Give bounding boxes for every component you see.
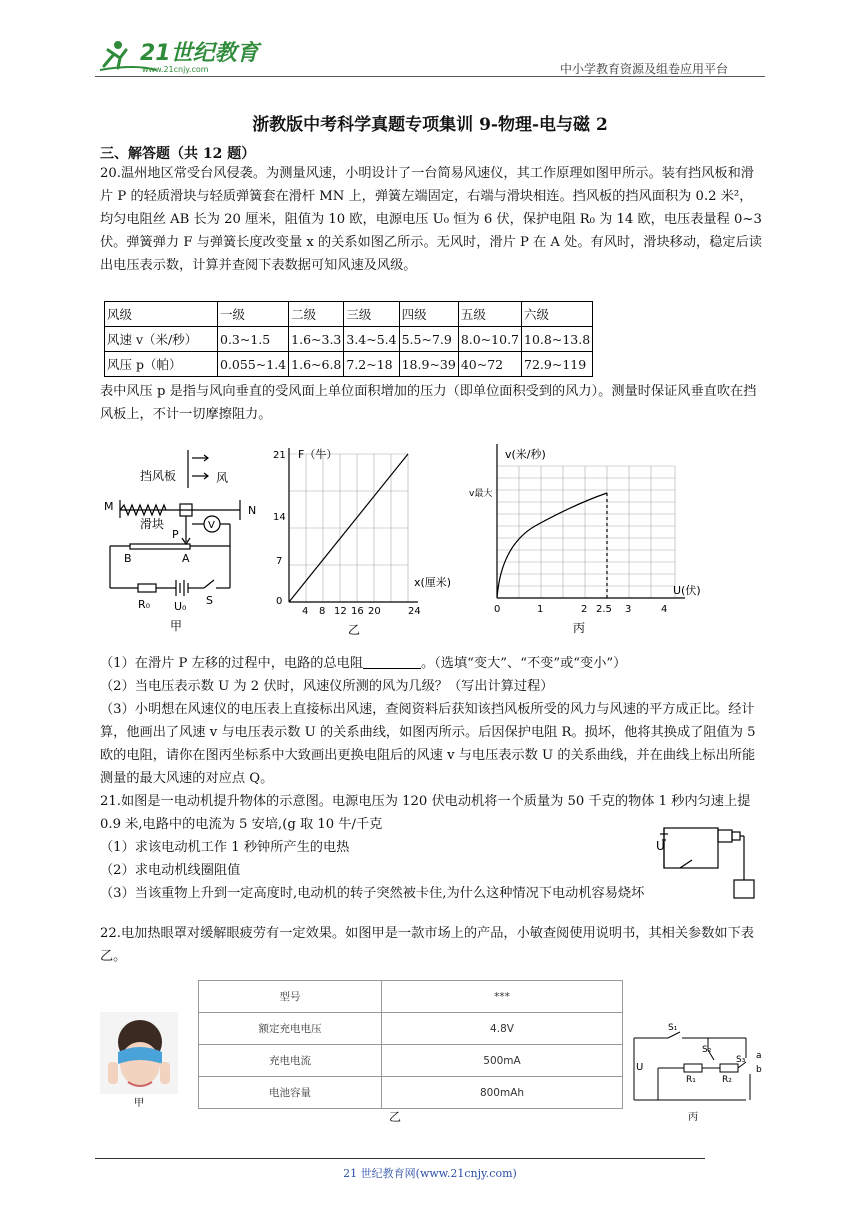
yi-xtick: 8 — [319, 606, 326, 617]
bing-xlabel: U(伏) — [673, 584, 701, 597]
table-cell: 0.055~1.4 — [218, 352, 289, 377]
table-cell: 六级 — [522, 302, 593, 327]
table-row — [199, 981, 623, 1013]
table-cell: 四级 — [399, 302, 458, 327]
q20-sub1-b: 。（选填“变大”、“不变”或“变小”） — [421, 656, 627, 671]
caption-yi: 乙 — [348, 623, 361, 637]
table-cell: 风压 p（帕） — [105, 352, 218, 377]
figure-yi-graph — [268, 444, 468, 639]
yi-xlabel: x(厘米) — [414, 576, 452, 589]
q20-sub3: （3）小明想在风速仪的电压表上直接标出风速，查阅资料后获知该挡风板所受的风力与风速的平方成正比。经计算，他画出了风速 v 与电压表示数 U 的关系曲线，如图丙所示。后因保护电阻 R。损坏，他将其换成了阻值为 5 欧的电阻，请你在图丙坐标系中大致画出更换电阻后的风速 v 与电压表示数 U 的关系曲线，并在曲线上标出所能测量的最大风速的对应点 Q。 — [100, 702, 756, 786]
label-m: M — [104, 500, 114, 513]
label-b: B — [124, 552, 132, 565]
table-row — [105, 302, 593, 327]
page-title: 浙教版中考科学真题专项集训 9-物理-电与磁 2 — [252, 115, 608, 135]
label-s2: S₂ — [702, 1045, 712, 1055]
q20-sub1 — [100, 652, 765, 675]
q22-stem: 22.电加热眼罩对缓解眼疲劳有一定效果。如图甲是一款市场上的产品，小敏查阅使用说明书，其相关参数如下表乙。 — [100, 926, 754, 964]
yi-xtick: 12 — [334, 606, 347, 617]
wind-table — [104, 301, 593, 377]
logo-url: www.21cnjy.com — [142, 65, 209, 74]
bing-ylabel: v(米/秒) — [505, 448, 546, 461]
label-u0: U₀ — [174, 600, 187, 613]
label-r0: R₀ — [138, 598, 151, 611]
yi-ytick: 0 — [276, 596, 283, 607]
yi-xtick: 16 — [351, 606, 364, 617]
figure-motor — [650, 820, 760, 900]
caption-bing: 丙 — [573, 621, 586, 635]
table-row — [105, 352, 593, 377]
table-cell: 五级 — [458, 302, 521, 327]
figure-eyemask-circuit — [628, 1018, 768, 1128]
label-r1: R₁ — [686, 1075, 696, 1085]
table-row — [199, 1013, 623, 1045]
bing-xtick: 2.5 — [596, 604, 612, 615]
table-cell: 7.2~18 — [344, 352, 399, 377]
q21-sub1: （1）求该电动机工作 1 秒钟所产生的电热 — [100, 840, 350, 855]
table-cell: 0.3~1.5 — [218, 327, 289, 352]
label-board: 挡风板 — [140, 469, 177, 483]
yi-ylabel: F（牛） — [298, 448, 338, 461]
q20-sub2: （2）当电压表示数 U 为 2 伏时，风速仪所测的风为几级？（写出计算过程） — [100, 679, 554, 694]
q20-sub1-a: （1）在滑片 P 左移的过程中，电路的总电阻 — [100, 656, 364, 671]
table-cell: 风速 v（米/秒） — [105, 327, 218, 352]
q21-sub3: （3）当该重物上升到一定高度时,电动机的转子突然被卡住,为什么这种情况下电动机容易烧坏 — [100, 886, 645, 901]
figure-eyemask-photo — [100, 1012, 178, 1108]
table-cell: 5.5~7.9 — [399, 327, 458, 352]
footer-rule — [95, 1158, 705, 1159]
q21-stem: 21.如图是一电动机提升物体的示意图。电源电压为 120 伏电动机将一个质量为 50 千克的物体 1 秒内匀速上提 0.9 米,电路中的电流为 5 安培,(g 取 10 牛/千克 — [100, 794, 751, 832]
table-row — [105, 327, 593, 352]
motor-u-label: U — [656, 839, 665, 853]
caption-jia: 甲 — [170, 619, 183, 633]
bing-xtick: 0 — [494, 604, 501, 615]
table-cell: 额定充电电压 — [199, 1013, 382, 1045]
caption-q22-jia: 甲 — [134, 1098, 144, 1108]
platform-label: 中小学教育资源及组卷应用平台 — [560, 62, 729, 76]
label-u: U — [636, 1062, 644, 1073]
table-cell: 二级 — [289, 302, 344, 327]
q21-sub2: （2）求电动机线圈阻值 — [100, 863, 241, 878]
label-p: P — [172, 528, 179, 541]
bing-xtick: 3 — [625, 604, 632, 615]
caption-q22-bing: 丙 — [688, 1112, 698, 1123]
bing-xtick: 2 — [581, 604, 588, 615]
label-s1: S₁ — [668, 1023, 678, 1033]
table-cell: 40~72 — [458, 352, 521, 377]
table-row — [199, 1077, 623, 1109]
label-n: N — [248, 504, 257, 517]
table-cell: 10.8~13.8 — [522, 327, 593, 352]
bing-xtick: 4 — [661, 604, 668, 615]
yi-xtick: 24 — [408, 606, 421, 617]
table-cell: 3.4~5.4 — [344, 327, 399, 352]
table-cell: 8.0~10.7 — [458, 327, 521, 352]
label-wind: 风 — [216, 471, 229, 485]
figure-bing-graph — [465, 436, 725, 636]
voltmeter-v: V — [208, 520, 215, 531]
yi-ytick: 14 — [273, 512, 286, 523]
table-cell: 18.9~39 — [399, 352, 458, 377]
label-b: b — [756, 1065, 762, 1075]
table-cell: 1.6~3.3 — [289, 327, 344, 352]
label-r2: R₂ — [722, 1075, 732, 1085]
answer-blank[interactable] — [363, 654, 421, 669]
yi-ytick: 21 — [273, 450, 286, 461]
table-cell: 三级 — [344, 302, 399, 327]
table-cell: *** — [382, 981, 623, 1013]
bing-vmax: v最大 — [469, 489, 493, 499]
table-row — [199, 1045, 623, 1077]
label-slider: 滑块 — [140, 517, 165, 531]
table-cell: 72.9~119 — [522, 352, 593, 377]
table-cell: 一级 — [218, 302, 289, 327]
table-cell: 1.6~6.8 — [289, 352, 344, 377]
yi-xtick: 4 — [302, 606, 309, 617]
q20-note: 表中风压 p 是指与风向垂直的受风面上单位面积增加的压力（即单位面积受到的风力）。测量时保证风垂直吹在挡风板上，不计一切摩擦阻力。 — [100, 384, 757, 422]
bing-xtick: 1 — [537, 604, 544, 615]
label-s3: S₃ — [736, 1055, 746, 1065]
header-rule — [95, 76, 765, 77]
table-cell: 电池容量 — [199, 1077, 382, 1109]
label-s: S — [206, 594, 213, 607]
yi-ytick: 7 — [276, 556, 283, 567]
q20-stem: 20.温州地区常受台风侵袭。为测量风速，小明设计了一台简易风速仪，其工作原理如图甲所示。装有挡风板和滑片 P 的轻质滑块与轻质弹簧套在滑杆 MN 上，弹簧左端固定，右端与滑块相连。挡风板的挡风面积为 0.2 米²，均匀电阻丝 AB 长为 20 厘米，阻值为 10 欧，电源电压 U₀ 恒为 6 伏，保护电阻 R₀ 为 14 欧，电压表量程 0~3 伏。弹簧弹力 F 与弹簧长度改变量 x 的关系如图乙所示。无风时，滑片 P 在 A 处。有风时，滑块移动，稳定后读出电压表示数，计算并查阅下表数据可知风速及风级。 — [100, 166, 762, 273]
table-cell: 500mA — [382, 1045, 623, 1077]
spec-table — [198, 980, 623, 1109]
site-logo — [96, 36, 266, 80]
table-cell: 4.8V — [382, 1013, 623, 1045]
logo-main: 21世纪教育 — [140, 41, 259, 66]
yi-xtick: 20 — [368, 606, 381, 617]
label-a: A — [182, 552, 190, 565]
label-a: a — [756, 1051, 762, 1061]
caption-q22-yi: 乙 — [388, 1110, 401, 1124]
footer-link[interactable]: 21 世纪教育网(www.21cnjy.com) — [343, 1167, 517, 1180]
table-cell: 800mAh — [382, 1077, 623, 1109]
table-cell: 型号 — [199, 981, 382, 1013]
figure-jia-circuit — [100, 440, 270, 635]
section-heading: 三、解答题（共 12 题） — [100, 146, 256, 162]
table-cell: 风级 — [105, 302, 218, 327]
table-cell: 充电电流 — [199, 1045, 382, 1077]
